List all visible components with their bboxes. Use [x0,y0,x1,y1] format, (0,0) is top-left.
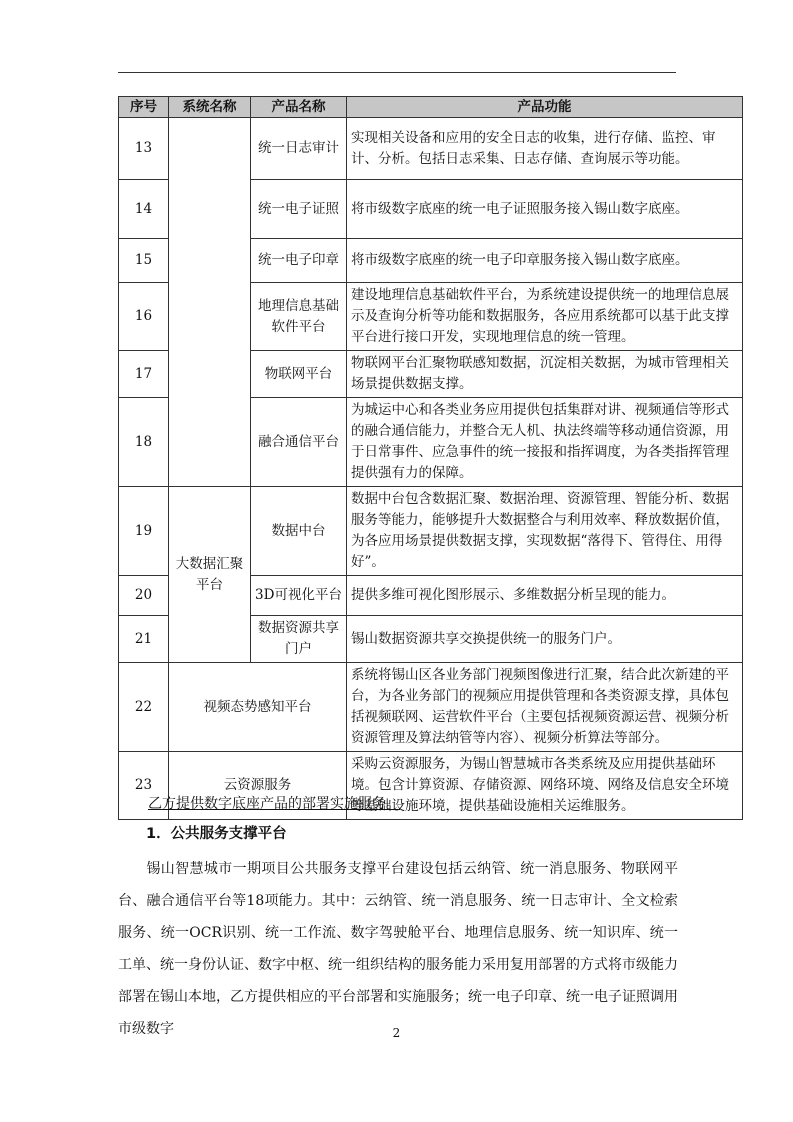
product-function: 将市级数字底座的统一电子证照服务接入锡山数字底座。 [347,180,743,239]
product-name: 统一电子印章 [251,239,347,283]
table-row [119,487,743,576]
table-header-row [119,97,743,118]
table-row [119,118,743,180]
product-function: 实现相关设备和应用的安全日志的收集，进行存储、监控、审计、分析。包括日志采集、日志存储、查询展示等功能。 [347,118,743,180]
product-name: 数据中台 [251,487,347,576]
table-row [119,663,743,752]
section-heading: 1．公共服务支撑平台 [146,826,287,842]
row-no: 17 [119,351,169,398]
deployment-note: 乙方提供数字底座产品的部署实施服务。 [148,796,400,812]
product-table [118,96,743,820]
product-name: 数据资源共享门户 [251,616,347,663]
row-no: 19 [119,487,169,576]
row-no: 18 [119,398,169,487]
header-system-name: 系统名称 [169,97,251,118]
product-function: 采购云资源服务，为锡山智慧城市各类系统及应用提供基础环境。包含计算资源、存储资源、网络环境、网络及信息安全环境等基础设施环境，提供基础设施相关运维服务。 [347,752,743,820]
row-no: 21 [119,616,169,663]
row-no: 15 [119,239,169,283]
row-no: 16 [119,283,169,351]
row-no: 14 [119,180,169,239]
row-no: 22 [119,663,169,752]
product-function: 数据中台包含数据汇聚、数据治理、资源管理、智能分析、数据服务等能力，能够提升大数据整合与利用效率、释放数据价值，为各应用场景提供数据支撑，实现数据“落得下、管得住、用得好”。 [347,487,743,576]
product-name: 统一日志审计 [251,118,347,180]
product-function: 系统将锡山区各业务部门视频图像进行汇聚，结合此次新建的平台，为各业务部门的视频应用提供管理和各类资源支撑，具体包括视频联网、运营软件平台（主要包括视频资源运营、视频分析资源管理及算法纳管等内容）、视频分析算法等部分。 [347,663,743,752]
row-no: 13 [119,118,169,180]
system-product-merged: 视频态势感知平台 [169,663,347,752]
system-product-merged: 云资源服务 [169,752,347,820]
body-paragraph-text: 锡山智慧城市一期项目公共服务支撑平台建设包括云纳管、统一消息服务、物联网平台、融合通信平台等18项能力。其中：云纳管、统一消息服务、统一日志审计、全文检索服务、统一OCR识别、统一工作流、数字驾驶舱平台、地理信息服务、统一知识库、统一工单、统一身份认证、数字中枢、统一组织结构的服务能力采用复用部署的方式将市级能力部署在锡山本地，乙方提供相应的平台部署和实施服务；统一电子印章、统一电子证照调用市级数字 [118,861,678,1037]
product-function: 将市级数字底座的统一电子印章服务接入锡山数字底座。 [347,239,743,283]
product-function: 为城运中心和各类业务应用提供包括集群对讲、视频通信等形式的融合通信能力，并整合无人机、执法终端等移动通信资源，用于日常事件、应急事件的统一接报和指挥调度，为各类指挥管理提供强有力的保障。 [347,398,743,487]
header-product-function: 产品功能 [347,97,743,118]
system-name-big-data: 大数据汇聚平台 [169,487,251,663]
product-name: 统一电子证照 [251,180,347,239]
header-rule [118,72,676,73]
product-name: 3D可视化平台 [251,576,347,616]
product-name: 地理信息基础软件平台 [251,283,347,351]
product-function: 建设地理信息基础软件平台，为系统建设提供统一的地理信息展示及查询分析等功能和数据服务，各应用系统都可以基于此支撑平台进行接口开发，实现地理信息的统一管理。 [347,283,743,351]
row-no: 20 [119,576,169,616]
header-no: 序号 [119,97,169,118]
product-function: 锡山数据资源共享交换提供统一的服务门户。 [347,616,743,663]
page-number: 2 [392,1026,401,1040]
body-paragraph [118,853,678,1045]
system-cell-empty [169,118,251,487]
product-name: 融合通信平台 [251,398,347,487]
product-function: 物联网平台汇聚物联感知数据，沉淀相关数据，为城市管理相关场景提供数据支撑。 [347,351,743,398]
product-function: 提供多维可视化图形展示、多维数据分析呈现的能力。 [347,576,743,616]
row-no: 23 [119,752,169,820]
header-product-name: 产品名称 [251,97,347,118]
product-name: 物联网平台 [251,351,347,398]
